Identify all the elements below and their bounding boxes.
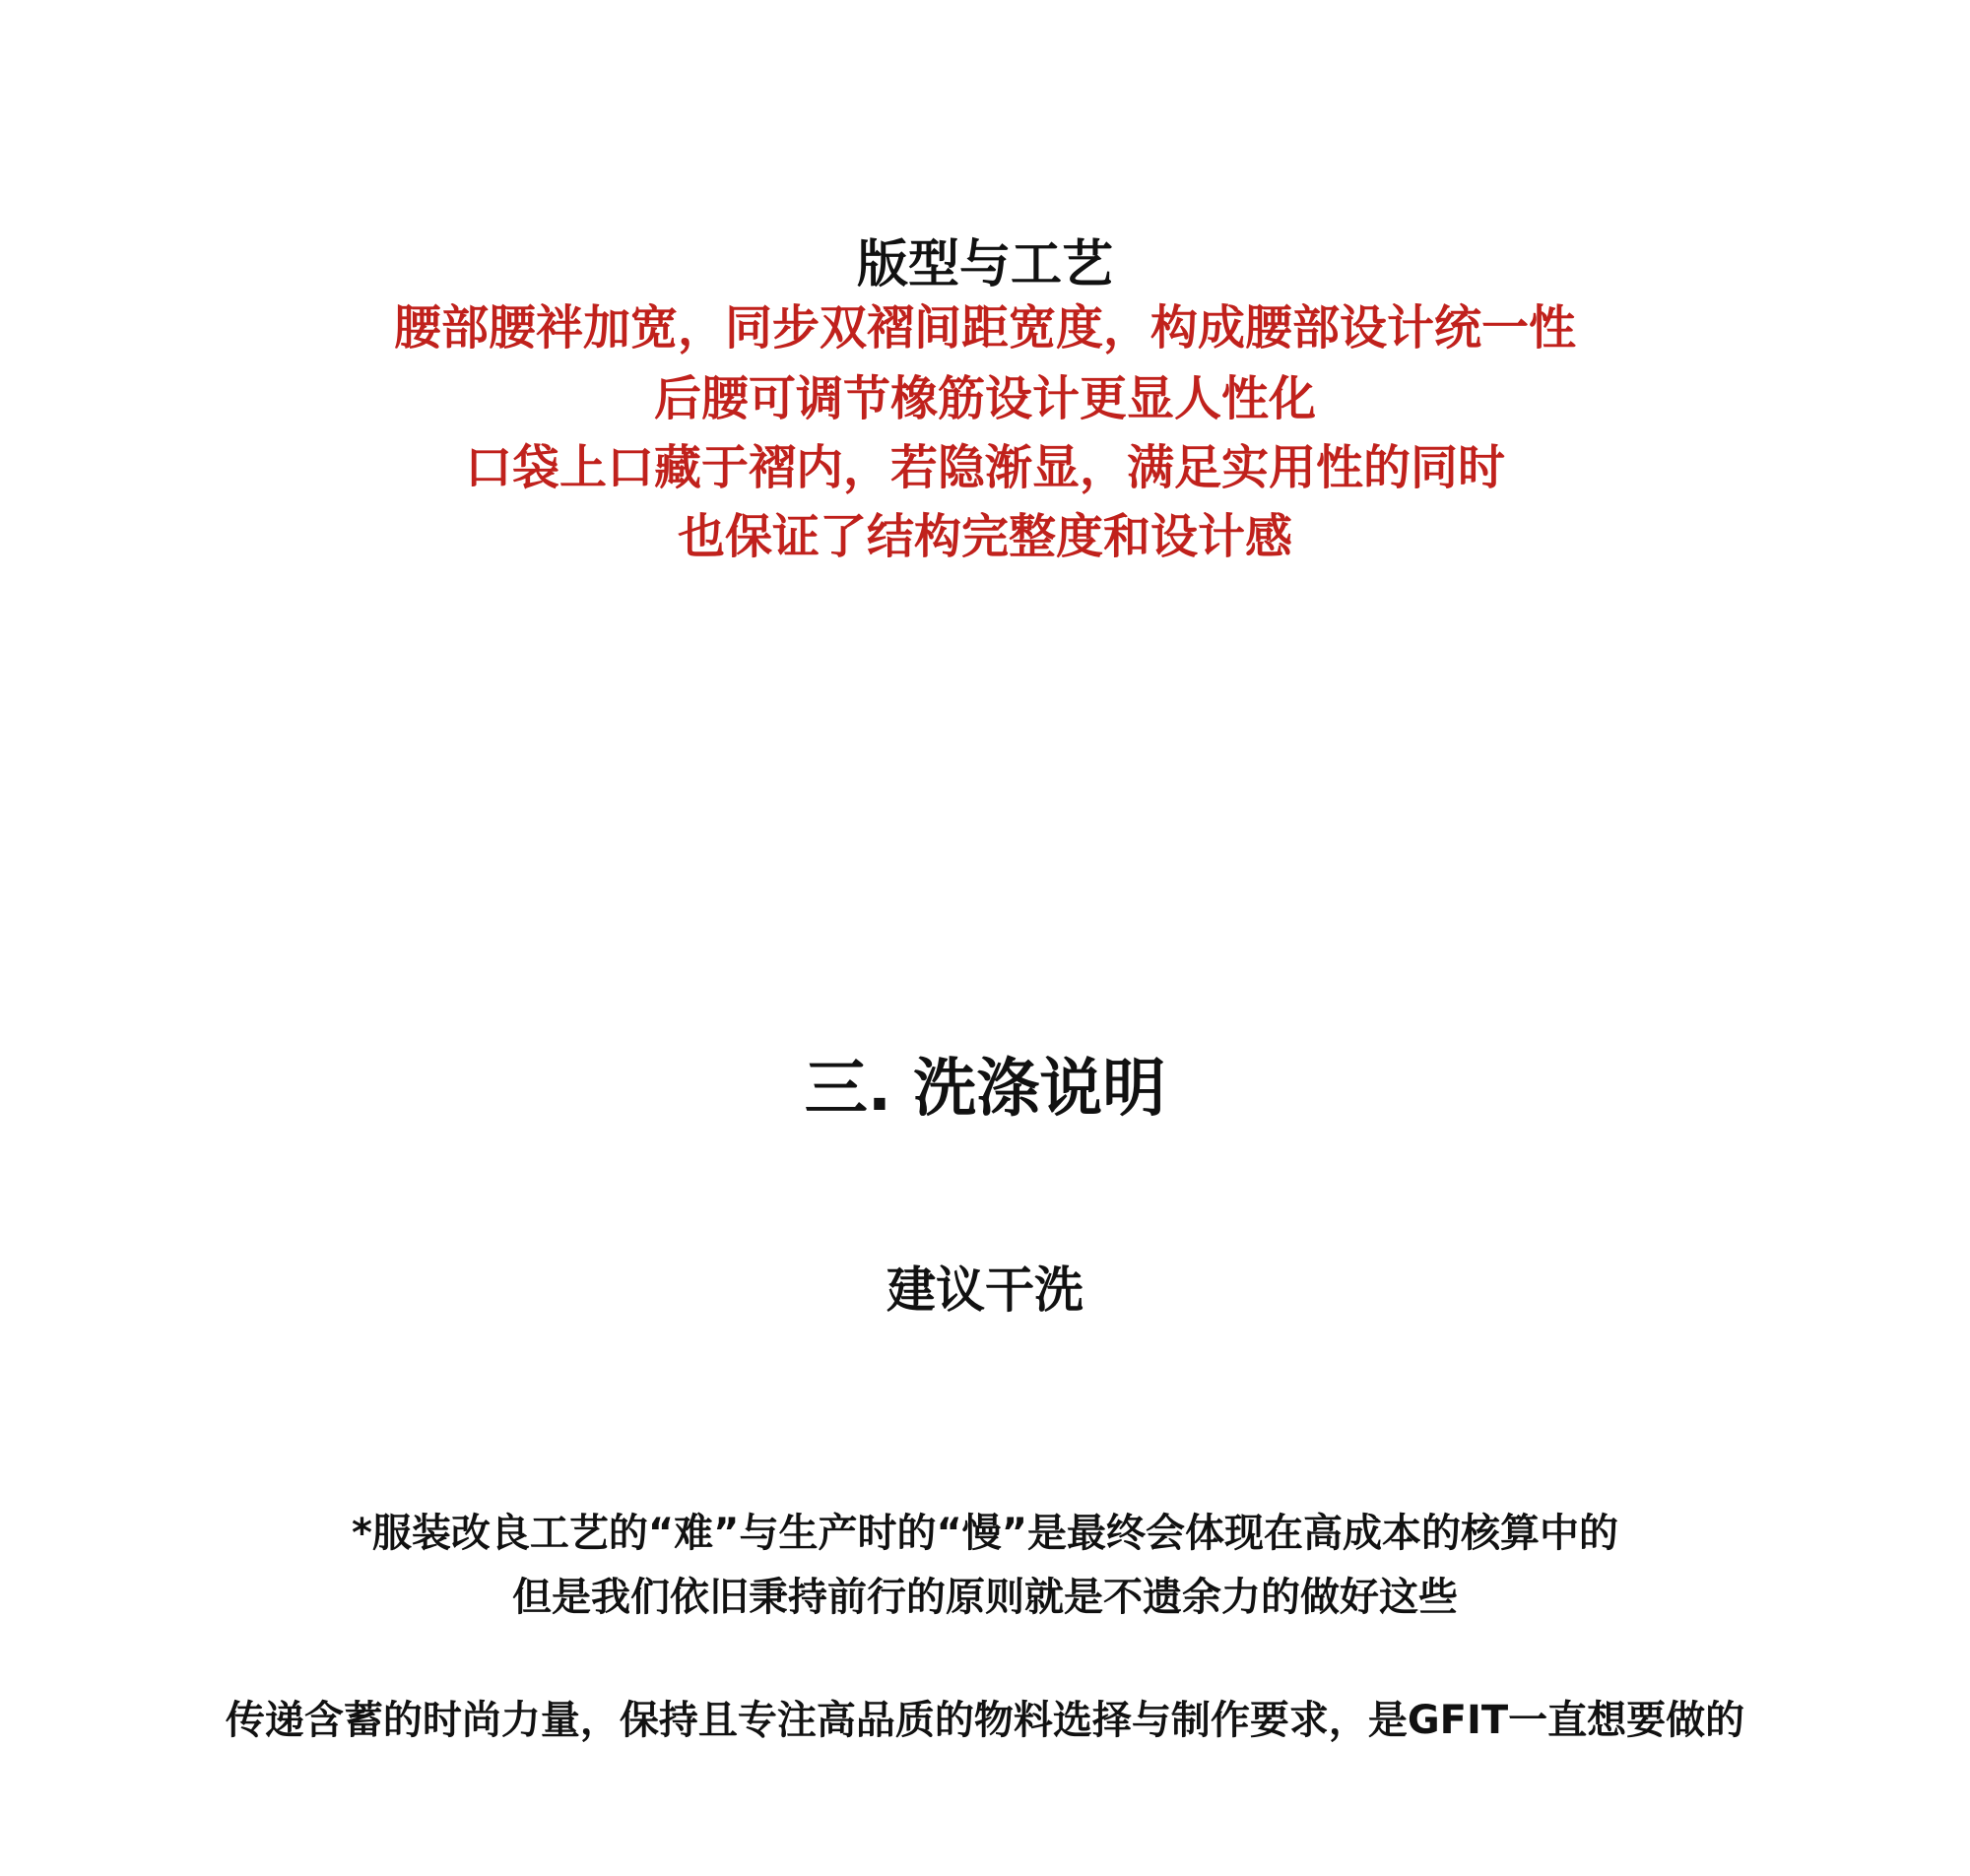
washing-section-heading: 三. 洗涤说明 [804,1053,1166,1126]
craft-description-line: 口袋上口藏于褶内，若隐渐显，满足实用性的同时 [464,440,1505,495]
brand-note-line: 传递含蓄的时尚力量，保持且专注高品质的物料选择与制作要求，是GFIT一直想要做的 [225,1698,1745,1743]
craft-description-line: 后腰可调节橡筋设计更显人性化 [653,371,1316,426]
craft-section-title: 版型与工艺 [856,235,1113,294]
brand-note-line: *服装改良工艺的“难”与生产时的“慢”是最终会体现在高成本的核算中的 [351,1511,1619,1556]
brand-note-line: 但是我们依旧秉持前行的原则就是不遗余力的做好这些 [512,1575,1458,1620]
washing-instruction: 建议干洗 [886,1261,1084,1319]
craft-description-line: 也保证了结构完整度和设计感 [677,509,1292,564]
craft-description-line: 腰部腰袢加宽，同步双褶间距宽度，构成腰部设计统一性 [393,300,1576,356]
